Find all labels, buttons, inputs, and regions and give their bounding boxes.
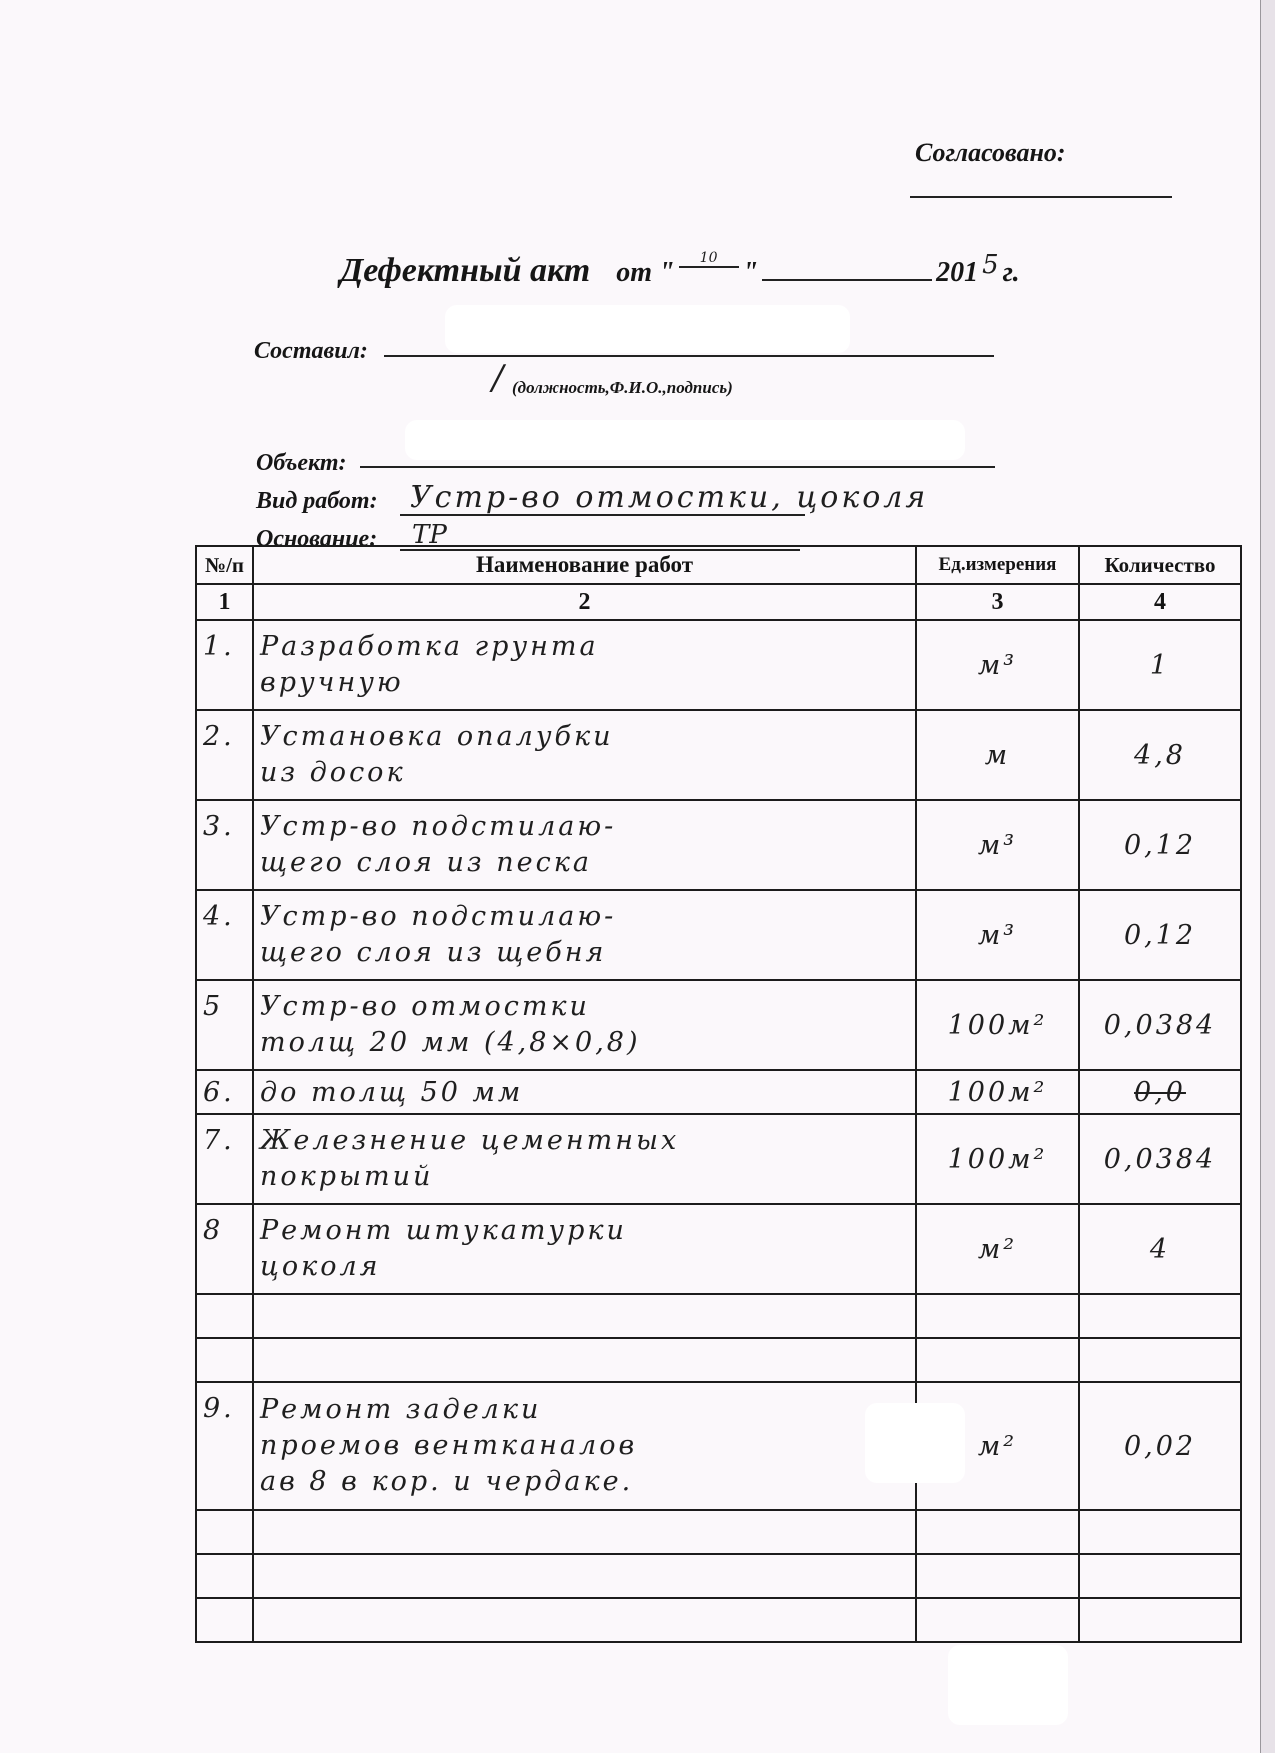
work-name-line: толщ 20 мм (4,8×0,8) [260, 1027, 641, 1058]
redaction-block [405, 420, 965, 460]
table-header-row [196, 546, 1241, 584]
document-title: Дефектный акт [340, 252, 591, 289]
title-row [340, 250, 1020, 290]
work-name-line: Разработка грунта [260, 631, 599, 662]
table-row [196, 1598, 1241, 1642]
row-work-name [253, 1204, 916, 1294]
row-unit: 100м² [916, 1070, 1079, 1114]
table-numbering-row [196, 584, 1241, 620]
row-unit: 100м² [916, 1114, 1079, 1204]
row-number: 3. [196, 800, 253, 890]
table-row [196, 1070, 1241, 1114]
date-year-prefix: 201 [936, 257, 979, 288]
redaction-block [948, 1645, 1068, 1725]
table-row [196, 1510, 1241, 1554]
col-number: 2 [253, 584, 916, 620]
row-unit: м [916, 710, 1079, 800]
work-type-line [400, 514, 805, 516]
work-name-line: из досок [260, 757, 406, 788]
object-line [360, 466, 995, 468]
row-unit: м² [916, 1382, 1079, 1510]
work-name-line: Устр-во отмостки [260, 991, 590, 1022]
basis-label: Основание: [256, 526, 378, 552]
row-work-name [253, 620, 916, 710]
row-unit: 100м² [916, 980, 1079, 1070]
row-number: 1. [196, 620, 253, 710]
date-day: 10 [679, 250, 739, 268]
row-qty: 4 [1079, 1204, 1241, 1294]
work-name-line: щего слоя из щебня [260, 937, 607, 968]
approved-label: Согласовано: [915, 138, 1066, 167]
work-name-line: Железнение цементных [260, 1125, 680, 1156]
work-type-value: Устр-во отмостки, цоколя [410, 480, 929, 515]
composed-separator: / [492, 358, 504, 398]
table-row [196, 1338, 1241, 1382]
row-work-name [253, 710, 916, 800]
work-name-line: цоколя [260, 1251, 381, 1282]
row-number: 9. [196, 1382, 253, 1510]
row-unit: м³ [916, 890, 1079, 980]
col-header-qty: Количество [1079, 546, 1241, 584]
row-work-name: до толщ 50 мм [253, 1070, 916, 1114]
table-row [196, 1382, 1241, 1510]
row-work-name [253, 1114, 916, 1204]
work-name-line: проемов вентканалов [260, 1430, 638, 1461]
work-name-line: ав 8 в кор. и чердаке. [260, 1466, 634, 1497]
row-number: 6. [196, 1070, 253, 1114]
composed-hint: (должность,Ф.И.О.,подпись) [512, 378, 733, 397]
work-name-line: покрытий [260, 1161, 434, 1192]
table-row [196, 800, 1241, 890]
row-qty: 4,8 [1079, 710, 1241, 800]
table-row [196, 890, 1241, 980]
row-qty: 0,02 [1079, 1382, 1241, 1510]
composed-label: Составил: [254, 338, 368, 364]
row-work-name [253, 800, 916, 890]
redaction-block [445, 305, 850, 353]
row-qty: 0,0 [1079, 1070, 1241, 1114]
row-number: 2. [196, 710, 253, 800]
row-qty: 0,0384 [1079, 980, 1241, 1070]
work-name-line: Ремонт штукатурки [260, 1215, 627, 1246]
row-work-name [253, 1382, 916, 1510]
work-name-line: Устр-во подстилаю- [260, 901, 617, 932]
row-number: 5 [196, 980, 253, 1070]
row-number: 4. [196, 890, 253, 980]
date-year-digit: 5 [982, 250, 999, 280]
row-unit: м² [916, 1204, 1079, 1294]
object-label: Объект: [256, 450, 347, 476]
work-name-line: Ремонт заделки [260, 1394, 542, 1425]
row-qty: 0,0384 [1079, 1114, 1241, 1204]
row-unit: м³ [916, 620, 1079, 710]
table-row [196, 1114, 1241, 1204]
scan-edge [1260, 0, 1275, 1753]
row-qty: 1 [1079, 620, 1241, 710]
row-qty: 0,12 [1079, 800, 1241, 890]
redaction-block [865, 1403, 965, 1483]
table-row [196, 710, 1241, 800]
table-row [196, 1554, 1241, 1598]
approved-signature-line [910, 196, 1172, 198]
date-mid: " [742, 257, 759, 288]
col-header-unit: Ед.измерения [916, 546, 1079, 584]
composed-line [384, 355, 994, 357]
row-unit: м³ [916, 800, 1079, 890]
col-number: 4 [1079, 584, 1241, 620]
work-name-line: Установка опалубки [260, 721, 614, 752]
basis-value: ТР [412, 520, 447, 550]
col-header-name: Наименование работ [253, 546, 916, 584]
defect-table [195, 545, 1242, 1643]
col-number: 1 [196, 584, 253, 620]
date-month-line [762, 253, 932, 281]
date-suffix: г. [1002, 257, 1020, 288]
row-number: 7. [196, 1114, 253, 1204]
row-work-name [253, 890, 916, 980]
work-name-line: вручную [260, 667, 404, 698]
table-row [196, 980, 1241, 1070]
date-prefix: от " [616, 257, 675, 288]
row-number: 8 [196, 1204, 253, 1294]
work-type-label: Вид работ: [256, 488, 378, 514]
row-work-name [253, 980, 916, 1070]
row-qty: 0,12 [1079, 890, 1241, 980]
table-row [196, 620, 1241, 710]
work-name-line: Устр-во подстилаю- [260, 811, 617, 842]
col-header-num: №/п [196, 546, 253, 584]
col-number: 3 [916, 584, 1079, 620]
work-name-line: щего слоя из песка [260, 847, 592, 878]
table-row [196, 1294, 1241, 1338]
table-row [196, 1204, 1241, 1294]
